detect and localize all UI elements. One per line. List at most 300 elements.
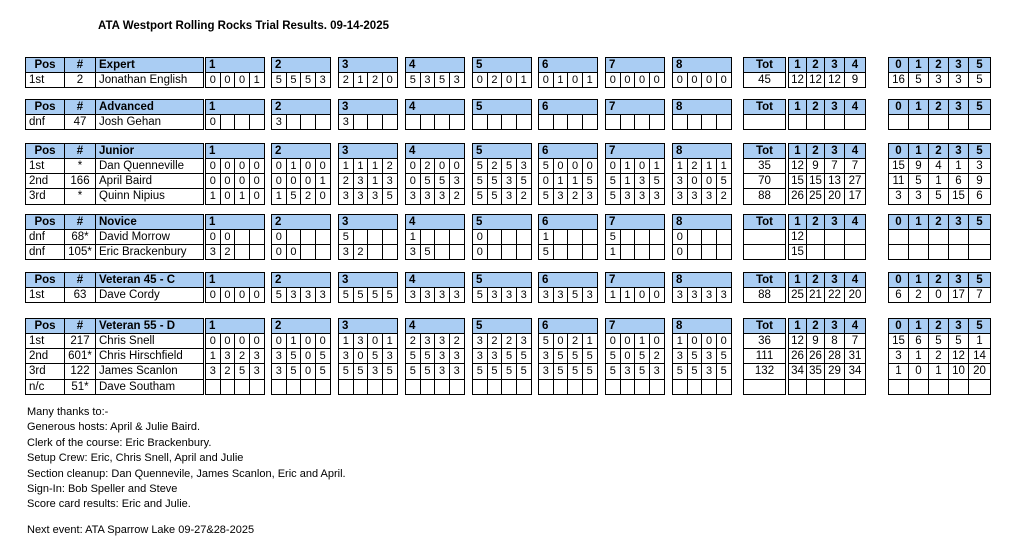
section-score — [567, 379, 583, 395]
section-score — [716, 379, 732, 395]
section-score: 0 — [634, 158, 650, 174]
section-score: 5 — [434, 72, 450, 88]
section-score — [434, 379, 450, 395]
lap-score: 9 — [806, 158, 825, 174]
section-score: 2 — [567, 188, 583, 204]
note-line: Many thanks to:- — [27, 406, 109, 418]
score-count: 5 — [908, 173, 929, 189]
score-count: 5 — [968, 72, 991, 88]
score-count: 5 — [928, 188, 949, 204]
section-score — [634, 114, 650, 130]
section-score — [701, 244, 717, 260]
section-score: 5 — [472, 363, 488, 379]
section-header: 7 — [605, 272, 665, 288]
lap-score: 12 — [788, 229, 807, 245]
section-score: 1 — [553, 72, 569, 88]
count-header: 1 — [908, 57, 929, 73]
lap-score: 12 — [824, 72, 845, 88]
section-score: 2 — [567, 333, 583, 349]
section-score: 5 — [487, 188, 503, 204]
count-header: 5 — [968, 57, 991, 73]
score-count — [888, 229, 909, 245]
lap-score — [806, 114, 825, 130]
section-header: 2 — [271, 318, 331, 334]
pos-header: Pos — [25, 57, 65, 73]
count-header: 0 — [888, 143, 909, 159]
count-header: 5 — [968, 214, 991, 230]
lap-score — [806, 379, 825, 395]
number-cell: 217 — [64, 333, 96, 349]
section-score: 0 — [634, 287, 650, 303]
section-score: 3 — [434, 188, 450, 204]
section-score — [249, 114, 265, 130]
section-score: 5 — [315, 348, 331, 364]
section-score: 5 — [367, 287, 383, 303]
section-header: 6 — [538, 99, 598, 115]
section-score: 1 — [582, 333, 598, 349]
section-score: 2 — [687, 158, 703, 174]
section-score: 5 — [420, 363, 436, 379]
section-score: 5 — [405, 363, 421, 379]
section-header: 7 — [605, 99, 665, 115]
section-score: 5 — [634, 348, 650, 364]
section-score — [582, 114, 598, 130]
lap-header: 4 — [844, 318, 866, 334]
section-score: 3 — [538, 363, 554, 379]
score-count: 5 — [908, 72, 929, 88]
section-score — [472, 114, 488, 130]
score-count: 5 — [948, 333, 969, 349]
lap-score: 20 — [844, 287, 866, 303]
section-header: 4 — [405, 57, 465, 73]
section-score: 0 — [620, 333, 636, 349]
score-count — [968, 244, 991, 260]
score-count: 3 — [888, 348, 909, 364]
section-score: 0 — [249, 287, 265, 303]
section-score: 3 — [672, 287, 688, 303]
section-header: 5 — [472, 272, 532, 288]
position-cell: 3rd — [25, 363, 65, 379]
section-score — [338, 379, 354, 395]
section-score: 5 — [286, 72, 302, 88]
lap-score — [824, 244, 845, 260]
score-count: 3 — [908, 188, 929, 204]
section-score: 1 — [405, 229, 421, 245]
section-score — [716, 229, 732, 245]
section-score — [382, 379, 398, 395]
section-score: 3 — [449, 287, 465, 303]
score-count — [968, 229, 991, 245]
count-header: 1 — [908, 272, 929, 288]
section-header: 6 — [538, 214, 598, 230]
section-score: 3 — [501, 188, 517, 204]
section-score — [286, 114, 302, 130]
section-score — [649, 244, 665, 260]
score-count — [928, 229, 949, 245]
section-score: 5 — [434, 173, 450, 189]
section-score: 5 — [582, 173, 598, 189]
class-name: Novice — [95, 214, 204, 230]
section-score: 3 — [487, 287, 503, 303]
position-cell: 1st — [25, 333, 65, 349]
score-count: 3 — [968, 158, 991, 174]
section-score — [315, 244, 331, 260]
count-header: 2 — [928, 99, 949, 115]
section-score: 5 — [472, 287, 488, 303]
section-score: 5 — [716, 363, 732, 379]
section-score: 2 — [234, 348, 250, 364]
score-count: 1 — [888, 363, 909, 379]
section-header: 5 — [472, 99, 532, 115]
section-score: 0 — [553, 158, 569, 174]
section-score: 0 — [205, 333, 221, 349]
section-score — [367, 379, 383, 395]
section-score: 3 — [516, 158, 532, 174]
count-header: 2 — [928, 214, 949, 230]
score-count: 3 — [888, 188, 909, 204]
section-score: 0 — [234, 287, 250, 303]
section-score: 0 — [315, 158, 331, 174]
section-score: 0 — [405, 158, 421, 174]
lap-header: 2 — [806, 57, 825, 73]
class-name: Junior — [95, 143, 204, 159]
section-score: 5 — [405, 72, 421, 88]
lap-score: 34 — [844, 363, 866, 379]
section-score: 3 — [620, 188, 636, 204]
position-cell: dnf — [25, 229, 65, 245]
section-score: 0 — [672, 229, 688, 245]
lap-score — [844, 114, 866, 130]
count-header: 5 — [968, 143, 991, 159]
section-score: 3 — [634, 173, 650, 189]
lap-score: 15 — [806, 173, 825, 189]
section-score: 0 — [300, 363, 316, 379]
section-score: 5 — [605, 188, 621, 204]
section-score: 0 — [567, 72, 583, 88]
score-count — [908, 229, 929, 245]
section-score — [501, 114, 517, 130]
section-score — [582, 379, 598, 395]
section-score: 0 — [582, 158, 598, 174]
section-score: 0 — [286, 173, 302, 189]
section-score: 5 — [405, 348, 421, 364]
section-score: 3 — [286, 287, 302, 303]
section-score: 2 — [501, 333, 517, 349]
section-score: 5 — [420, 348, 436, 364]
section-score: 0 — [315, 188, 331, 204]
score-count: 6 — [968, 188, 991, 204]
section-score: 0 — [271, 244, 287, 260]
lap-header: 2 — [806, 214, 825, 230]
section-score — [634, 379, 650, 395]
lap-score: 9 — [844, 72, 866, 88]
position-cell: dnf — [25, 244, 65, 260]
section-score: 2 — [449, 188, 465, 204]
section-score: 1 — [205, 188, 221, 204]
section-score: 5 — [567, 363, 583, 379]
section-score: 0 — [649, 72, 665, 88]
section-score: 3 — [338, 114, 354, 130]
section-score — [634, 244, 650, 260]
section-score: 0 — [205, 173, 221, 189]
class-name: Veteran 45 - C — [95, 272, 204, 288]
rider-name: Chris Hirschfield — [95, 348, 204, 364]
section-score: 0 — [234, 173, 250, 189]
section-score — [249, 229, 265, 245]
section-score: 5 — [338, 229, 354, 245]
section-header: 7 — [605, 57, 665, 73]
section-score: 5 — [501, 158, 517, 174]
lap-score — [844, 244, 866, 260]
section-score: 3 — [620, 363, 636, 379]
score-count: 1 — [968, 333, 991, 349]
score-count: 4 — [928, 158, 949, 174]
lap-header: 2 — [806, 99, 825, 115]
lap-header: 1 — [788, 57, 807, 73]
section-score: 3 — [405, 188, 421, 204]
note-line: Section cleanup: Dan Quennevile, James Scanlon, Eric and April. — [27, 467, 346, 480]
count-header: 1 — [908, 143, 929, 159]
lap-header: 3 — [824, 143, 845, 159]
section-score: 3 — [687, 287, 703, 303]
section-header: 4 — [405, 99, 465, 115]
section-score: 5 — [472, 158, 488, 174]
lap-score — [824, 114, 845, 130]
section-score: 5 — [716, 348, 732, 364]
section-score: 2 — [382, 158, 398, 174]
section-score: 3 — [649, 188, 665, 204]
num-header: # — [64, 214, 96, 230]
rider-name: Chris Snell — [95, 333, 204, 349]
section-score: 1 — [672, 333, 688, 349]
count-header: 1 — [908, 318, 929, 334]
section-header: 1 — [205, 99, 265, 115]
section-score: 0 — [205, 158, 221, 174]
section-score: 5 — [382, 363, 398, 379]
score-count: 5 — [928, 333, 949, 349]
note-line: Sign-In: Bob Speller and Steve — [27, 482, 178, 495]
score-count: 0 — [908, 363, 929, 379]
position-cell: 1st — [25, 158, 65, 174]
section-header: 2 — [271, 272, 331, 288]
count-header: 3 — [948, 57, 969, 73]
lap-header: 3 — [824, 318, 845, 334]
section-header: 3 — [338, 214, 398, 230]
section-score: 5 — [687, 348, 703, 364]
lap-score: 17 — [844, 188, 866, 204]
lap-header: 3 — [824, 272, 845, 288]
total-score: 45 — [743, 72, 786, 88]
section-score: 3 — [405, 244, 421, 260]
section-header: 1 — [205, 214, 265, 230]
section-score: 1 — [338, 333, 354, 349]
section-score: 5 — [538, 158, 554, 174]
total-header: Tot — [743, 272, 786, 288]
lap-header: 1 — [788, 99, 807, 115]
section-score — [234, 229, 250, 245]
section-score: 0 — [205, 72, 221, 88]
section-score: 2 — [649, 348, 665, 364]
score-count — [948, 229, 969, 245]
section-score — [220, 379, 236, 395]
rider-name: James Scanlon — [95, 363, 204, 379]
position-cell: n/c — [25, 379, 65, 395]
lap-score — [806, 244, 825, 260]
section-score: 5 — [382, 287, 398, 303]
section-header: 8 — [672, 318, 732, 334]
position-cell: 2nd — [25, 348, 65, 364]
total-score: 70 — [743, 173, 786, 189]
section-score: 3 — [501, 173, 517, 189]
count-header: 2 — [928, 143, 949, 159]
section-score: 1 — [553, 173, 569, 189]
lap-score: 34 — [788, 363, 807, 379]
section-score: 5 — [649, 173, 665, 189]
section-score: 0 — [620, 72, 636, 88]
total-score: 88 — [743, 188, 786, 204]
count-header: 5 — [968, 272, 991, 288]
section-score: 5 — [567, 348, 583, 364]
section-header: 8 — [672, 272, 732, 288]
section-score: 1 — [701, 158, 717, 174]
section-score — [687, 229, 703, 245]
score-count: 1 — [948, 158, 969, 174]
section-score: 1 — [249, 72, 265, 88]
section-score: 5 — [420, 244, 436, 260]
section-score — [405, 379, 421, 395]
section-score: 5 — [516, 173, 532, 189]
section-score: 3 — [420, 188, 436, 204]
rider-name: Quinn Nipius — [95, 188, 204, 204]
score-count — [908, 244, 929, 260]
section-score: 3 — [687, 188, 703, 204]
section-score: 0 — [405, 173, 421, 189]
section-header: 7 — [605, 143, 665, 159]
section-score: 0 — [649, 287, 665, 303]
section-score — [367, 114, 383, 130]
score-count — [888, 114, 909, 130]
section-score: 2 — [353, 244, 369, 260]
section-score: 0 — [271, 229, 287, 245]
total-header: Tot — [743, 214, 786, 230]
section-header: 2 — [271, 99, 331, 115]
section-score: 3 — [353, 333, 369, 349]
section-score: 1 — [271, 188, 287, 204]
section-score: 0 — [620, 348, 636, 364]
section-score: 3 — [367, 363, 383, 379]
section-score — [315, 229, 331, 245]
section-score — [516, 229, 532, 245]
section-score: 3 — [582, 188, 598, 204]
section-score: 1 — [382, 333, 398, 349]
section-score: 1 — [716, 158, 732, 174]
section-score: 5 — [286, 188, 302, 204]
section-score: 3 — [449, 348, 465, 364]
section-score: 3 — [338, 348, 354, 364]
section-score — [582, 229, 598, 245]
section-score — [701, 114, 717, 130]
section-score — [649, 229, 665, 245]
section-score — [286, 379, 302, 395]
section-score: 5 — [472, 188, 488, 204]
lap-header: 4 — [844, 143, 866, 159]
lap-score: 12 — [788, 333, 807, 349]
section-score: 3 — [538, 287, 554, 303]
rider-name: Eric Brackenbury — [95, 244, 204, 260]
number-cell: 63 — [64, 287, 96, 303]
section-score: 5 — [553, 363, 569, 379]
section-score: 5 — [538, 188, 554, 204]
section-score: 0 — [605, 72, 621, 88]
section-score: 3 — [449, 72, 465, 88]
lap-score: 9 — [806, 333, 825, 349]
section-score: 0 — [716, 72, 732, 88]
section-score: 5 — [538, 244, 554, 260]
score-count: 20 — [968, 363, 991, 379]
section-score — [538, 114, 554, 130]
section-score — [553, 229, 569, 245]
section-score: 3 — [472, 333, 488, 349]
section-score — [434, 114, 450, 130]
section-score: 1 — [338, 158, 354, 174]
section-score: 0 — [672, 72, 688, 88]
position-cell: 1st — [25, 72, 65, 88]
section-score: 3 — [338, 188, 354, 204]
total-score: 132 — [743, 363, 786, 379]
section-score — [501, 244, 517, 260]
section-score: 5 — [367, 348, 383, 364]
count-header: 3 — [948, 318, 969, 334]
lap-score: 31 — [844, 348, 866, 364]
class-name: Veteran 55 - D — [95, 318, 204, 334]
section-score: 1 — [516, 72, 532, 88]
section-score: 5 — [605, 348, 621, 364]
section-header: 8 — [672, 214, 732, 230]
section-score — [353, 229, 369, 245]
score-count — [888, 379, 909, 395]
section-score: 5 — [420, 173, 436, 189]
number-cell: 166 — [64, 173, 96, 189]
section-score — [487, 229, 503, 245]
section-score — [449, 379, 465, 395]
section-header: 8 — [672, 143, 732, 159]
rider-name: Josh Gehan — [95, 114, 204, 130]
section-header: 1 — [205, 318, 265, 334]
section-score: 0 — [220, 333, 236, 349]
section-score: 2 — [449, 333, 465, 349]
section-score — [300, 229, 316, 245]
section-score: 2 — [338, 173, 354, 189]
section-score: 5 — [605, 173, 621, 189]
lap-score — [788, 379, 807, 395]
score-count: 15 — [948, 188, 969, 204]
score-count: 0 — [928, 287, 949, 303]
section-score: 0 — [286, 244, 302, 260]
score-count: 11 — [888, 173, 909, 189]
score-count: 1 — [928, 363, 949, 379]
section-score: 0 — [649, 333, 665, 349]
lap-score — [844, 379, 866, 395]
lap-score: 15 — [788, 244, 807, 260]
section-score: 3 — [434, 363, 450, 379]
next-event: Next event: ATA Sparrow Lake 09-27&28-2025 — [27, 524, 255, 536]
count-header: 0 — [888, 214, 909, 230]
section-score: 2 — [300, 188, 316, 204]
section-score — [271, 379, 287, 395]
lap-header: 1 — [788, 143, 807, 159]
section-score: 5 — [582, 363, 598, 379]
section-score: 0 — [271, 173, 287, 189]
